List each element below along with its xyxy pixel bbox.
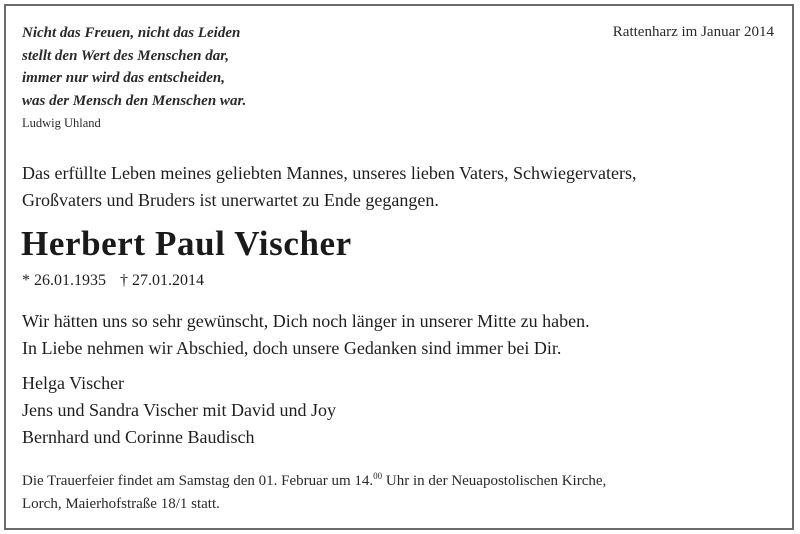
mourner-line: Jens und Sandra Vischer mit David und Joy [22, 400, 337, 420]
notice-text: Die Trauerfeier findet am Samstag den 01. Februar um 14. [22, 473, 374, 489]
message-line: In Liebe nehmen wir Abschied, doch unsere Gedanken sind immer bei Dir. [22, 338, 562, 358]
intro-line: Das erfüllte Leben meines geliebten Mannes, unseres lieben Vaters, Schwiegervaters, [22, 163, 637, 183]
intro-text [22, 160, 636, 214]
poem-quote [22, 22, 246, 112]
deceased-name: Herbert Paul Vischer [21, 224, 352, 263]
poem-line: was der Mensch den Menschen war. [22, 92, 247, 109]
funeral-notice [22, 470, 606, 516]
poem-line: stellt den Wert des Menschen dar, [22, 47, 229, 64]
poem-line: immer nur wird das entscheiden, [22, 70, 225, 86]
place-and-date: Rattenharz im Januar 2014 [612, 24, 774, 40]
farewell-message [22, 308, 590, 362]
message-line: Wir hätten uns so sehr gewünscht, Dich noch länger in unserer Mitte zu haben. [22, 311, 590, 331]
mourners-list [22, 370, 336, 451]
poem-line: Nicht das Freuen, nicht das Leiden [22, 25, 241, 41]
mourner-line: Bernhard und Corinne Baudisch [22, 427, 255, 447]
mourner-line: Helga Vischer [22, 373, 125, 393]
life-dates [22, 272, 204, 290]
notice-text: Uhr in der Neuapostolischen Kirche, [382, 473, 607, 489]
birth-date: * 26.01.1935 [22, 272, 106, 289]
intro-line: Großvaters und Bruders ist unerwartet zu Ende gegangen. [22, 190, 439, 210]
notice-line: Lorch, Maierhofstraße 18/1 statt. [22, 496, 220, 512]
poem-author: Ludwig Uhland [22, 116, 101, 130]
death-date: † 27.01.2014 [120, 272, 204, 289]
notice-time-minutes: 00 [373, 471, 383, 481]
notice-line [22, 470, 606, 493]
